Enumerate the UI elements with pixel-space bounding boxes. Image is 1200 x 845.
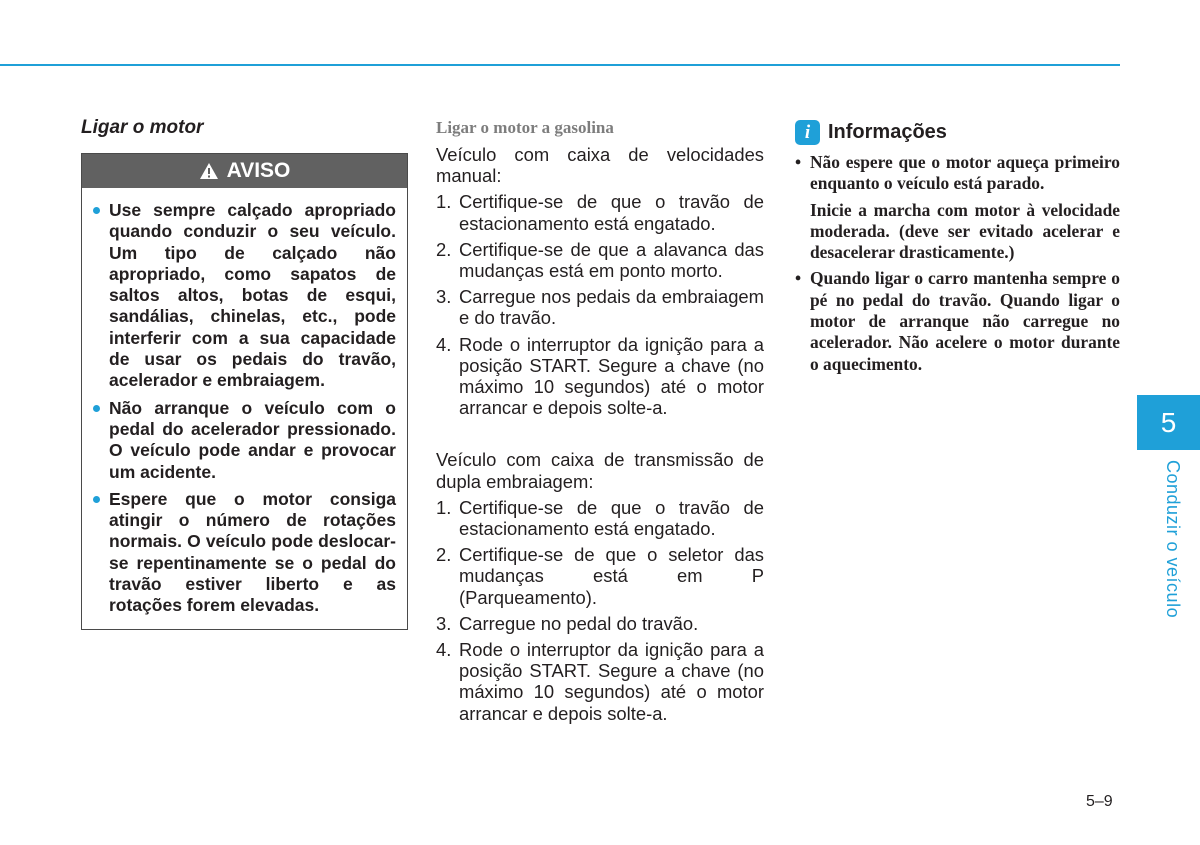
warning-box (81, 153, 408, 630)
step-text: Certifique-se de que o travão de estacionamento está engatado. (459, 191, 764, 234)
step-text: Certifique-se de que a alavanca das mudanças está em ponto morto. (459, 238, 764, 282)
dct-step (436, 613, 764, 634)
info-item (795, 152, 1120, 263)
step-number: 4. (436, 639, 452, 661)
left-column (81, 112, 408, 630)
header-rule (0, 64, 1120, 66)
warning-item: Não arranque o veículo com o pedal do acelerador pressionado. O veículo pode andar e provocar um acidente. (92, 398, 396, 483)
dct-intro: Veículo com caixa de transmissão de dupla embraiagem: (436, 449, 764, 492)
warning-body (82, 188, 407, 629)
step-text: Rode o interruptor da ignição para a posição START. Segure a chave (no máximo 10 segundos) até o motor arrancar e depois solte-a. (459, 639, 764, 724)
chapter-tab: 5 (1137, 395, 1200, 450)
step-text: Certifique-se de que o travão de estacionamento está engatado. (459, 496, 764, 540)
manual-intro: Veículo com caixa de velocidades manual: (436, 144, 764, 187)
info-header (795, 120, 1120, 145)
info-paragraph: Quando ligar o carro mantenha sempre o pé no pedal do travão. Quando ligar o motor de arranque não carregue no acelerador. Não acelere o motor durante o aquecimento. (810, 268, 1120, 374)
step-number: 1. (436, 496, 452, 518)
dct-step (436, 544, 764, 608)
chapter-title: Conduzir o veículo (1163, 460, 1183, 619)
subsection-title: Ligar o motor a gasolina (436, 118, 614, 137)
info-item (795, 268, 1120, 374)
bullet: • (795, 268, 802, 289)
step-number: 1. (436, 191, 452, 213)
step-number: 3. (436, 286, 452, 308)
warning-item: Use sempre calçado apropriado quando conduzir o seu veículo. Um tipo de calçado não apropriado, como sapatos de saltos altos, botas de esqui, sandálias, chinelas, etc., pode interferir com a sua capacidade de usar os pedais do travão, acelerador e embraiagem. (92, 200, 396, 392)
dct-step (436, 639, 764, 724)
step-number: 2. (436, 238, 452, 260)
step-text: Rode o interruptor da ignição para a posição START. Segure a chave (no máximo 10 segundos) até o motor arrancar e depois solte-a. (459, 333, 764, 419)
step-text: Certifique-se de que o seletor das mudanças está em P (Parqueamento). (459, 544, 764, 608)
info-paragraph: Inicie a marcha com motor à velocidade moderada. (deve ser evitado acelerar e desacelerar drasticamente.) (810, 199, 1120, 263)
manual-step (436, 191, 764, 233)
section-title: Ligar o motor (81, 117, 204, 138)
info-title: Informações (828, 121, 947, 143)
step-number: 4. (436, 333, 452, 355)
warning-label: AVISO (226, 159, 291, 182)
manual-step (436, 334, 764, 419)
spacer (436, 423, 764, 449)
step-text: Carregue nos pedais da embraiagem e do travão. (459, 286, 764, 329)
bullet: • (795, 152, 802, 172)
info-paragraph: Não espere que o motor aqueça primeiro enquanto o veículo está parado. (810, 152, 1120, 194)
step-text: Carregue no pedal do travão. (459, 612, 699, 634)
warning-triangle-icon (199, 162, 219, 180)
warning-item: Espere que o motor consiga atingir o número de rotações normais. O veículo pode deslocar-se repentinamente se o pedal do travão estiver liberto e as rotações forem elevadas. (92, 489, 396, 617)
info-icon: i (795, 120, 820, 145)
manual-step (436, 286, 764, 328)
page-number: 5–9 (1086, 793, 1113, 810)
dct-step (436, 497, 764, 539)
manual-step (436, 239, 764, 281)
warning-header (82, 154, 407, 188)
right-column (795, 120, 1120, 380)
step-number: 2. (436, 544, 452, 566)
middle-column (436, 116, 764, 729)
chapter-title-container (1153, 460, 1183, 620)
step-number: 3. (436, 612, 452, 634)
